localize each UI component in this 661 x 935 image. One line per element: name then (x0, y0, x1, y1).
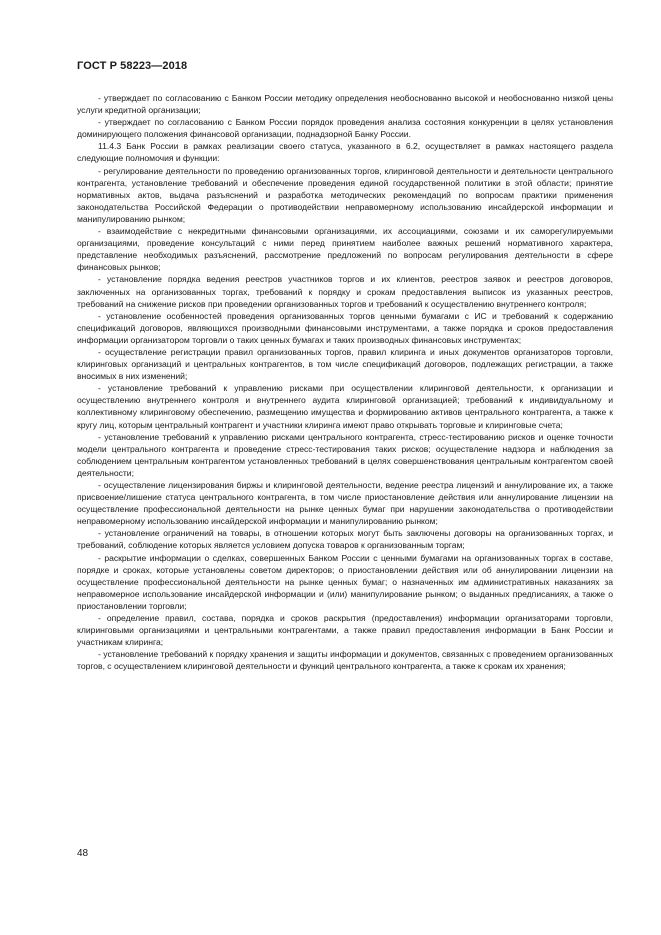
paragraph: - раскрытие информации о сделках, совершенных Банком России с ценными бумагами на организованных торгах в составе, порядке и сроках, которые установлены советом директоров; о приостановлении действия или об аннулировании лицензии на осуществление профессиональной деятельности на рынке ценных бумаг; о назначенных им административных наказаниях за неправомерное использование инсайдерской информации и (или) манипулирование рынком; о выданных предписаниях, а также о приостановлении торговли; (77, 552, 613, 611)
paragraph: - установление требований к порядку хранения и защиты информации и документов, связанных с проведением организованных торгов, с осуществлением клиринговой деятельности и функций центрального контрагента, а также к срокам их хранения; (77, 649, 613, 672)
page-number: 48 (77, 848, 89, 859)
paragraph: 11.4.3 Банк России в рамках реализации своего статуса, указанного в 6.2, осуществляет в рамках настоящего раздела следующие полномочия и функции: (77, 141, 613, 164)
document-header: ГОСТ Р 58223—2018 (77, 60, 188, 72)
paragraph: - определение правил, состава, порядка и сроков раскрытия (предоставления) информации организаторами торговли, клиринговыми организациями и центральными контрагентами, а также правил предоставления информации в Банк России и участникам клиринга; (77, 613, 613, 648)
paragraph: - утверждает по согласованию с Банком России методику определения необоснованно высокой и необоснованно низкой цены услуги кредитной организации; (77, 93, 613, 116)
paragraph: - утверждает по согласованию с Банком России порядок проведения анализа состояния конкуренции в целях установления доминирующего положения финансовой организации, поднадзорной Банку России. (77, 117, 613, 140)
paragraph: - установление ограничений на товары, в отношении которых могут быть заключены договоры на организованных торгах, и требований, соблюдение которых является условием допуска товаров к организованным торгам; (77, 528, 613, 551)
paragraph: - регулирование деятельности по проведению организованных торгов, клиринговой деятельности и деятельности центрального контрагента, установление требований и обеспечение проведения единой государственной политики в этой области; принятие нормативных актов, выдача разъяснений и разработка методических рекомендаций по вопросам практики применения законодательства Российской Федерации о противодействии неправомерному использованию инсайдерской информации и манипулированию рынком; (77, 165, 613, 224)
paragraph: - установление требований к управлению рисками при осуществлении клиринговой деятельности, к организации и осуществлению внутреннего контроля и внутреннего аудита клиринговой организацией; требований к индивидуальному и коллективному клиринговому обеспечению, размещению имущества и формированию активов центрального контрагента, а также к кругу лиц, которым центральный контрагент и участники клиринга имеют право открывать торговые и клиринговые счета; (77, 383, 613, 430)
paragraph: - установление требований к управлению рисками центрального контрагента, стресс-тестированию рисков и оценке точности модели центрального контрагента и проведение стресс-тестирования таких рисков; осуществление надзора и наблюдения за соблюдением центральным контрагентом установленных требований в целях совершенствования центральным контрагентом своей деятельности; (77, 431, 613, 478)
document-body (77, 92, 613, 673)
paragraph: - установление особенностей проведения организованных торгов ценными бумагами с ИС и требований к содержанию спецификаций договоров, являющихся производными финансовыми инструментами, а также порядка и сроков предоставления информации организатором торговли о таких ценных бумагах и таких производных финансовых инструментах; (77, 310, 613, 345)
paragraph: - взаимодействие с некредитными финансовыми организациями, их ассоциациями, союзами и их саморегулируемыми организациями, проведение консультаций с ними перед принятием наиболее важных решений нормативного характера, представление необходимых разъяснений, рассмотрение предложений по вопросам регулирования деятельности в сфере финансовых рынков; (77, 226, 613, 273)
paragraph: - установление порядка ведения реестров участников торгов и их клиентов, реестров заявок и реестров договоров, заключенных на организованных торгах, требований к порядку и срокам предоставления выписок из указанных реестров, требований на снижение рисков при проведении организованных торгов и требований к осуществлению внутреннего контроля; (77, 274, 613, 309)
paragraph: - осуществление лицензирования биржы и клиринговой деятельности, ведение реестра лицензий и аннулирование их, а также присвоение/лишение статуса центрального контрагента, в том числе приостановление действия или аннулирование лицензии на осуществление профессиональной деятельности на рынке ценных бумаг при нарушении законодательства о противодействии неправомерному использованию инсайдерской информации и манипулированию рынком; (77, 480, 613, 527)
paragraph: - осуществление регистрации правил организованных торгов, правил клиринга и иных документов организаторов торговли, клиринговых организаций и центральных контрагентов, в том числе спецификаций договоров, подлежащих регистрации, а также вносимых в них изменений; (77, 346, 613, 382)
